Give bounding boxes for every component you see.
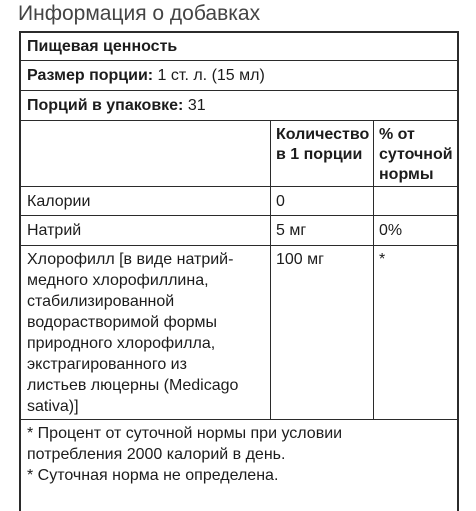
serving-size-label: Размер порции: (27, 67, 154, 84)
nutrition-value-row (21, 33, 457, 61)
nutrient-name-line: sativa)] (27, 398, 79, 415)
column-divider (373, 121, 374, 420)
nutrient-name-line: стабилизированной (27, 293, 175, 310)
amount-header-line1: Количество (276, 126, 370, 143)
nutrient-name-line: водорастворимой формы (27, 314, 218, 331)
table-row (21, 187, 457, 216)
footnote-line: * Суточная норма не определена. (27, 467, 279, 484)
column-header-row (21, 121, 457, 187)
dv-header-line2: суточной (379, 146, 453, 163)
table-row (21, 216, 457, 246)
nutrient-amount: 5 мг (276, 222, 307, 239)
amount-header-line2: в 1 порции (276, 146, 363, 163)
servings-value: 31 (183, 97, 206, 114)
nutrient-name-line: экстрагированного из (27, 356, 187, 373)
footnotes (21, 420, 457, 484)
nutrient-amount: 100 мг (276, 251, 324, 268)
dv-header-line1: % от (379, 126, 415, 143)
serving-size (27, 65, 265, 87)
table-row (21, 246, 457, 420)
serving-size-value: 1 ст. л. (15 мл) (153, 67, 265, 84)
serving-size-row (21, 61, 457, 91)
nutrient-dv: * (379, 251, 386, 268)
dv-header-line3: нормы (379, 166, 434, 183)
nutrient-name: Натрий (27, 222, 82, 239)
nutrient-name: Калории (27, 193, 91, 210)
footnote-line: * Процент от суточной нормы при условии (27, 425, 343, 442)
supplement-facts-table (19, 31, 459, 511)
nutrient-name-line: Хлорофилл [в виде натрий- (27, 251, 234, 268)
footnote-line: потребления 2000 калорий в день. (27, 446, 286, 463)
nutrient-amount: 0 (276, 193, 285, 210)
page-title: Информация о добавках (18, 2, 261, 25)
servings-per-container (27, 95, 206, 117)
nutrient-dv: 0% (379, 222, 403, 239)
servings-per-container-row (21, 91, 457, 121)
servings-label: Порций в упаковке: (27, 97, 184, 114)
nutrient-name-line: медного хлорофиллина, (27, 272, 209, 289)
nutrition-value-heading: Пищевая ценность (27, 38, 178, 55)
column-divider (270, 121, 271, 420)
nutrient-name-line: природного хлорофилла, (27, 335, 216, 352)
nutrient-name-line: листьев люцерны (Medicago (27, 377, 239, 394)
